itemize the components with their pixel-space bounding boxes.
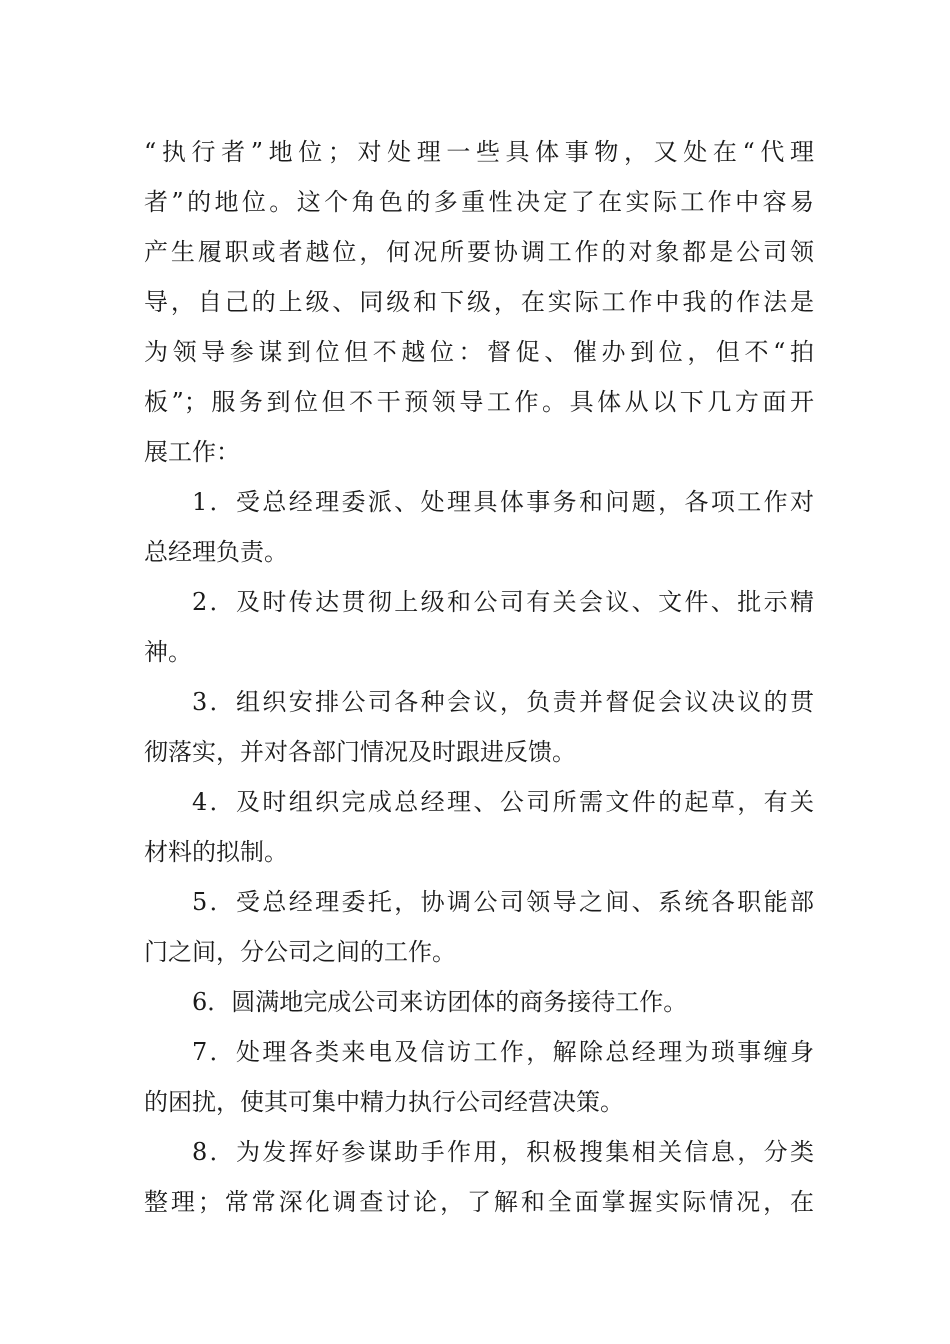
list-item-7-line: 的困扰，使其可集中精力执行公司经营决策。 xyxy=(144,1088,624,1116)
list-item-8-line: 8．为发挥好参谋助手作用，积极搜集相关信息，分类 xyxy=(192,1138,814,1166)
list-item-4-line: 材料的拟制。 xyxy=(144,838,288,866)
text-line: “执行者”地位；对处理一些具体事物，又处在“代理 xyxy=(144,138,814,166)
list-item-1-line: 总经理负责。 xyxy=(144,538,288,566)
list-item-6-line: 6．圆满地完成公司来访团体的商务接待工作。 xyxy=(192,988,688,1016)
list-item-3-line: 彻落实，并对各部门情况及时跟进反馈。 xyxy=(144,738,576,766)
list-item-5-line: 门之间，分公司之间的工作。 xyxy=(144,938,456,966)
text-line: 产生履职或者越位，何况所要协调工作的对象都是公司领 xyxy=(144,238,814,266)
document-body xyxy=(144,127,814,1227)
list-item-7-line: 7．处理各类来电及信访工作，解除总经理为琐事缠身 xyxy=(192,1038,814,1066)
list-item-2-line: 神。 xyxy=(144,638,192,666)
list-item-4-line: 4．及时组织完成总经理、公司所需文件的起草，有关 xyxy=(192,788,814,816)
text-line: 为领导参谋到位但不越位：督促、催办到位，但不“拍 xyxy=(144,338,814,366)
text-line: 者”的地位。这个角色的多重性决定了在实际工作中容易 xyxy=(144,188,814,216)
text-line: 展工作： xyxy=(144,438,240,466)
list-item-1-line: 1．受总经理委派、处理具体事务和问题，各项工作对 xyxy=(192,488,814,516)
text-line: 导，自己的上级、同级和下级，在实际工作中我的作法是 xyxy=(144,288,814,316)
text-line: 板”；服务到位但不干预领导工作。具体从以下几方面开 xyxy=(144,388,814,416)
list-item-3-line: 3．组织安排公司各种会议，负责并督促会议决议的贯 xyxy=(192,688,814,716)
list-item-8-line: 整理；常常深化调查讨论，了解和全面掌握实际情况，在 xyxy=(144,1188,814,1216)
list-item-2-line: 2．及时传达贯彻上级和公司有关会议、文件、批示精 xyxy=(192,588,814,616)
list-item-5-line: 5．受总经理委托，协调公司领导之间、系统各职能部 xyxy=(192,888,814,916)
